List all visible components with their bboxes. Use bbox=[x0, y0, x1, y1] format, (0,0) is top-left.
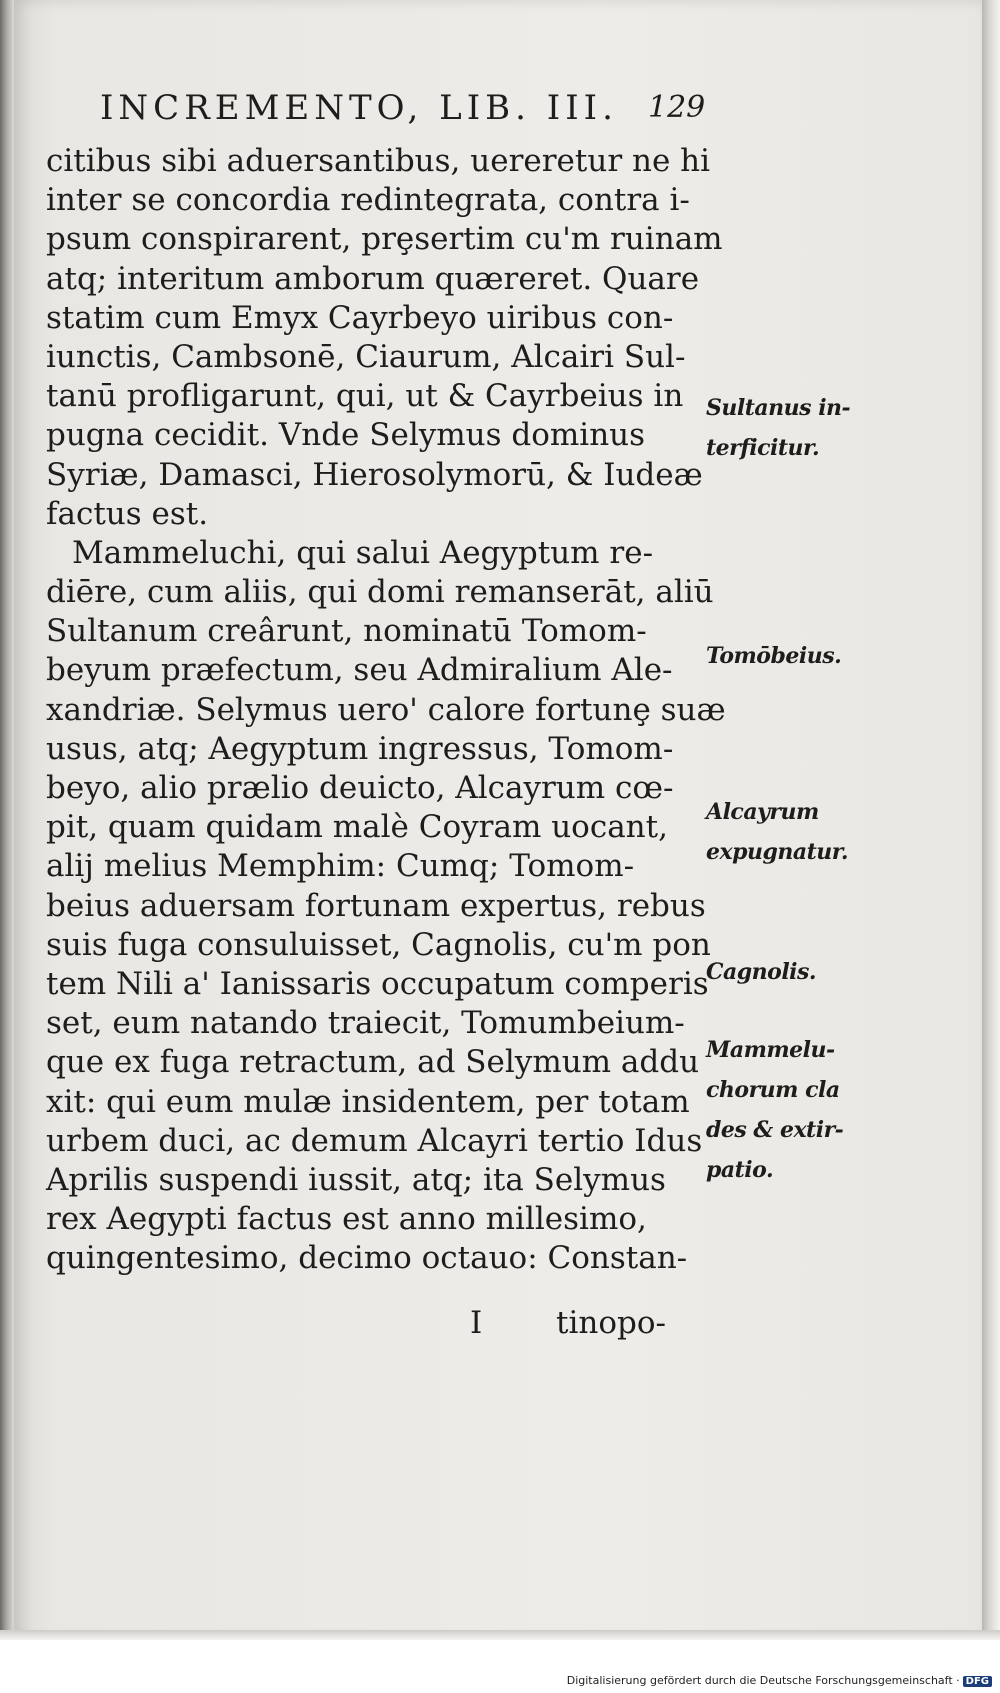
text-line: xandriæ. Selymus uero' calore fortunȩ suæ bbox=[46, 691, 726, 728]
marginal-note-line: terficitur. bbox=[706, 435, 820, 461]
text-line: factus est. bbox=[46, 495, 209, 532]
text-line: Syriæ, Damasci, Hierosolymorū, & Iudeæ bbox=[46, 456, 703, 493]
marginal-note-line: expugnatur. bbox=[706, 839, 849, 865]
text-line: rex Aegypti factus est anno millesimo, bbox=[46, 1201, 647, 1238]
text-line: urbem duci, ac demum Alcayri tertio Idus bbox=[46, 1122, 703, 1159]
text-line: inter se concordia redintegrata, contra i- bbox=[46, 182, 690, 219]
marginal-note-line: chorum cla bbox=[706, 1077, 840, 1103]
text-line: pit, quam quidam malè Coyram uocant, bbox=[46, 809, 668, 846]
text-line: xit: qui eum mulæ insidentem, per totam bbox=[46, 1083, 690, 1120]
running-title: INCREMENTO, LIB. III. bbox=[100, 88, 618, 128]
text-line: iunctis, Cambsonē, Ciaurum, Alcairi Sul- bbox=[46, 338, 686, 375]
text-line: beyo, alio prælio deuicto, Alcayrum cœ- bbox=[46, 770, 674, 806]
text-line: beius aduersam fortunam expertus, rebus bbox=[46, 887, 706, 924]
text-line: tem Nili a' Ianissaris occupatum comperis bbox=[46, 965, 709, 1002]
marginal-note-tomombeius bbox=[706, 636, 856, 676]
text-line: alij melius Memphim: Cumq; Tomom- bbox=[46, 848, 635, 885]
marginal-note-line: Sultanus in- bbox=[706, 395, 851, 421]
marginal-note-line: Mammelu- bbox=[706, 1037, 835, 1063]
text-line: que ex fuga retractum, ad Selymum addu bbox=[46, 1044, 700, 1081]
text-line: tanū profligarunt, qui, ut & Cayrbeius in bbox=[46, 378, 684, 415]
text-line: statim cum Emyx Cayrbeyo uiribus con- bbox=[46, 299, 674, 336]
marginal-note-mammeluchorum bbox=[706, 1030, 856, 1190]
text-line: suis fuga consuluisset, Cagnolis, cu'm pon bbox=[46, 926, 711, 963]
marginal-note-line: des & extir- bbox=[706, 1117, 844, 1143]
signature-line bbox=[470, 1305, 690, 1341]
book-gutter bbox=[0, 0, 14, 1640]
text-line: set, eum natando traiecit, Tomumbeium- bbox=[46, 1005, 685, 1042]
text-line: pugna cecidit. Vnde Selymus dominus bbox=[46, 417, 646, 454]
marginal-note-cagnolis bbox=[706, 952, 856, 992]
text-line: psum conspirarent, prȩsertim cu'm ruinam bbox=[46, 221, 723, 258]
marginal-note-line: patio. bbox=[706, 1157, 774, 1183]
marginal-note-line: Alcayrum bbox=[706, 799, 819, 825]
credit-text: Digitalisierung gefördert durch die Deutsche Forschungsgemeinschaft · bbox=[566, 1674, 960, 1687]
marginal-note-line: Cagnolis. bbox=[706, 959, 817, 985]
text-line: diēre, cum aliis, qui domi remanserāt, aliū bbox=[46, 574, 714, 611]
marginal-note-alcayrum bbox=[706, 792, 856, 872]
dfg-logo: DFG bbox=[963, 1676, 992, 1687]
text-line: Sultanum creârunt, nominatū Tomom- bbox=[46, 613, 647, 650]
text-line: quingentesimo, decimo octauo: Constan- bbox=[46, 1240, 688, 1277]
page-fore-edge bbox=[982, 0, 1000, 1640]
text-line: atq; interitum amborum quæreret. Quare bbox=[46, 260, 700, 297]
catchword: tinopo- bbox=[556, 1305, 666, 1341]
marginal-note-line: Tomōbeius. bbox=[706, 643, 842, 669]
text-line: citibus sibi aduersantibus, uereretur ne hi bbox=[46, 143, 711, 179]
main-text-column bbox=[46, 142, 726, 1278]
digitization-credit bbox=[567, 1674, 992, 1687]
text-line: Aprilis suspendi iussit, atq; ita Selymus bbox=[46, 1161, 666, 1198]
text-line: beyum præfectum, seu Admiralium Ale- bbox=[46, 652, 673, 689]
page-bottom-edge bbox=[0, 1630, 1000, 1640]
text-line-paragraph-start: Mammeluchi, qui salui Aegyptum re- bbox=[72, 534, 654, 571]
marginal-note-sultanus bbox=[706, 388, 856, 468]
signature-mark: I bbox=[470, 1305, 483, 1341]
folio-number: 129 bbox=[648, 90, 706, 125]
text-line: usus, atq; Aegyptum ingressus, Tomom- bbox=[46, 730, 674, 767]
